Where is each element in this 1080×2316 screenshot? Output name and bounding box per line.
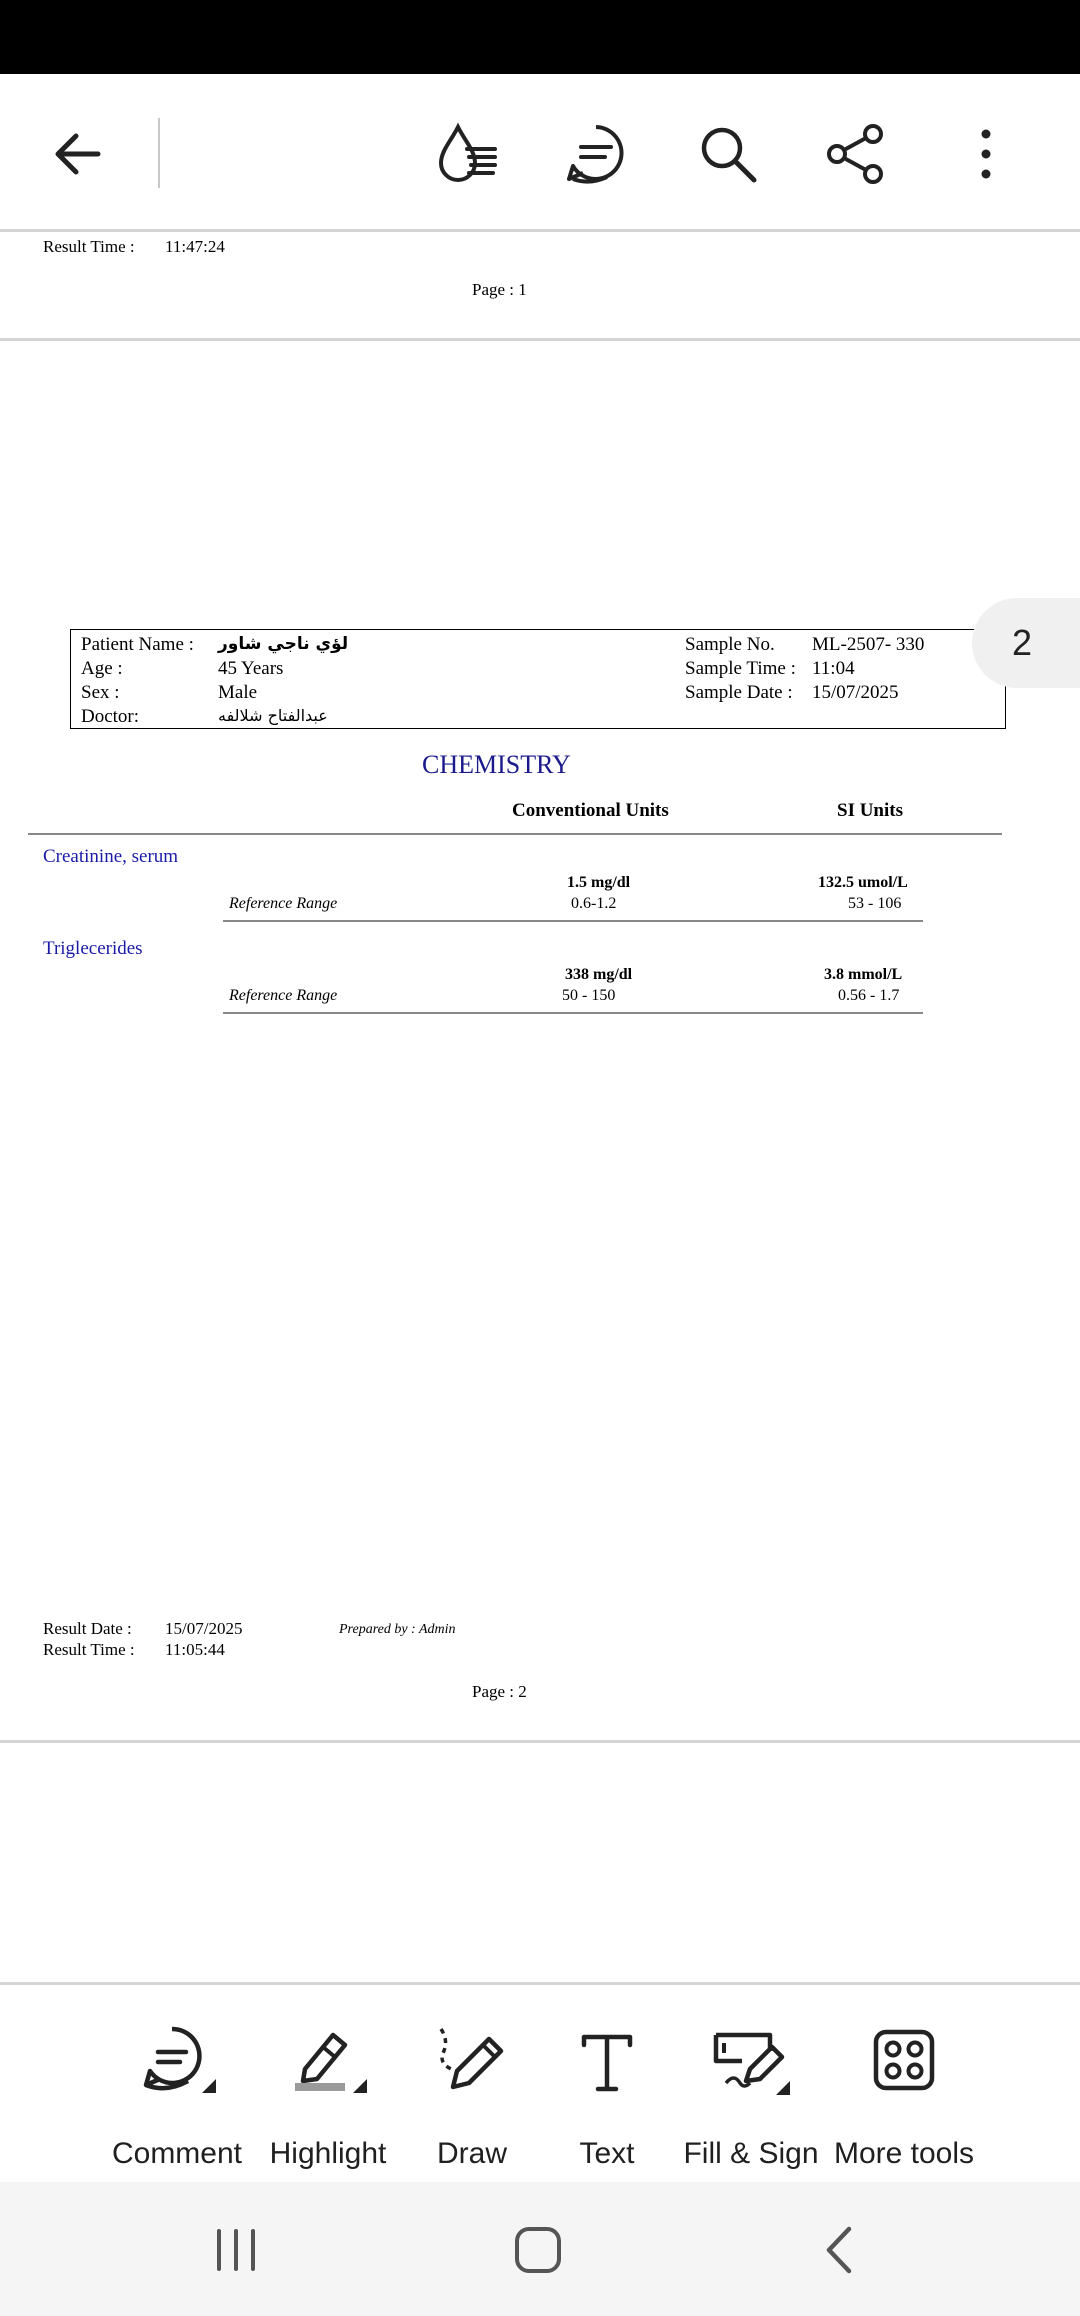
test-si-ref: 53 - 106 xyxy=(848,895,902,912)
more-vertical-icon[interactable] xyxy=(946,114,1026,194)
row-rule xyxy=(223,1012,923,1014)
row-rule xyxy=(223,920,923,922)
search-icon[interactable] xyxy=(688,114,768,194)
reference-range-label: Reference Range xyxy=(229,987,338,1004)
header-rule xyxy=(28,833,1002,835)
bottom-toolbar xyxy=(0,1982,1080,2182)
doctor-label: Doctor: xyxy=(81,706,140,727)
highlight-icon xyxy=(283,2017,373,2107)
share-icon[interactable] xyxy=(816,114,896,194)
sample-date-label: Sample Date : xyxy=(685,682,793,703)
system-nav-bar xyxy=(0,2182,1080,2316)
back-arrow-icon[interactable] xyxy=(38,114,118,194)
comments-list-icon[interactable] xyxy=(556,114,636,194)
age-value: 45 Years xyxy=(218,658,284,679)
nav-back-icon[interactable] xyxy=(790,2210,890,2290)
top-toolbar xyxy=(0,74,1080,232)
sex-label: Sex : xyxy=(81,682,120,703)
patient-name-label: Patient Name : xyxy=(81,634,194,655)
comment-tool[interactable] xyxy=(102,2003,252,2170)
test-name: Triglecerides xyxy=(43,938,143,959)
test-conv-ref: 50 - 150 xyxy=(562,987,616,1004)
patient-name: لؤي ناجي شاور xyxy=(218,634,349,654)
page2-page-number: Page : 2 xyxy=(472,1682,527,1701)
test-name: Creatinine, serum xyxy=(43,846,179,867)
sample-no-label: Sample No. xyxy=(685,634,775,655)
test-si-value: 3.8 mmol/L xyxy=(824,966,903,983)
section-title: CHEMISTRY xyxy=(422,750,571,779)
page1-result-time-label: Result Time : xyxy=(43,237,135,256)
fill-sign-tool[interactable] xyxy=(676,2003,826,2170)
reference-range-label: Reference Range xyxy=(229,895,338,912)
liquid-mode-icon[interactable] xyxy=(428,114,508,194)
status-bar xyxy=(0,0,1080,74)
sample-time-value: 11:04 xyxy=(812,658,855,679)
tool-label: Draw xyxy=(436,2137,507,2170)
recent-apps-icon[interactable] xyxy=(186,2210,286,2290)
sex-value: Male xyxy=(218,682,258,703)
more-tools-icon xyxy=(859,2017,949,2107)
toolbar-divider xyxy=(158,118,160,188)
test-si-value: 132.5 umol/L xyxy=(818,874,908,891)
tool-label: More tools xyxy=(833,2137,975,2170)
result-time: 11:05:44 xyxy=(165,1640,225,1659)
home-icon[interactable] xyxy=(488,2210,588,2290)
test-si-ref: 0.56 - 1.7 xyxy=(838,987,900,1004)
tool-label: Fill & Sign xyxy=(683,2137,819,2170)
prepared-by: Prepared by : Admin xyxy=(339,1622,456,1637)
sample-date-value: 15/07/2025 xyxy=(812,682,899,703)
more-tools-button[interactable] xyxy=(829,2003,979,2170)
test-conv-value: 338 mg/dl xyxy=(565,966,633,983)
patient-info-box xyxy=(70,629,1006,729)
comment-icon xyxy=(132,2017,222,2107)
page1-page-number: Page : 1 xyxy=(472,280,527,299)
age-label: Age : xyxy=(81,658,123,679)
page-separator xyxy=(0,1740,1080,1743)
text-icon xyxy=(562,2017,652,2107)
tool-label: Comment xyxy=(111,2137,243,2170)
test-conv-value: 1.5 mg/dl xyxy=(567,874,631,891)
doctor-value: عبدالفتاح شلالفه xyxy=(218,706,328,725)
tool-label: Highlight xyxy=(269,2137,387,2170)
page-number-badge[interactable]: 2 xyxy=(972,598,1080,688)
draw-icon xyxy=(427,2017,517,2107)
pdf-viewer[interactable] xyxy=(0,232,1080,1982)
result-date: 15/07/2025 xyxy=(165,1619,243,1638)
sample-time-label: Sample Time : xyxy=(685,658,796,679)
tool-label: Text xyxy=(579,2137,635,2170)
result-time-label: Result Time : xyxy=(43,1640,135,1659)
fill-sign-icon xyxy=(706,2017,796,2107)
test-conv-ref: 0.6-1.2 xyxy=(571,895,617,912)
col-header-si: SI Units xyxy=(837,800,903,821)
col-header-conventional: Conventional Units xyxy=(512,800,669,821)
page1-result-time: 11:47:24 xyxy=(165,237,225,256)
page-separator xyxy=(0,338,1080,341)
sample-no-value: ML-2507- 330 xyxy=(812,634,925,655)
result-date-label: Result Date : xyxy=(43,1619,132,1638)
